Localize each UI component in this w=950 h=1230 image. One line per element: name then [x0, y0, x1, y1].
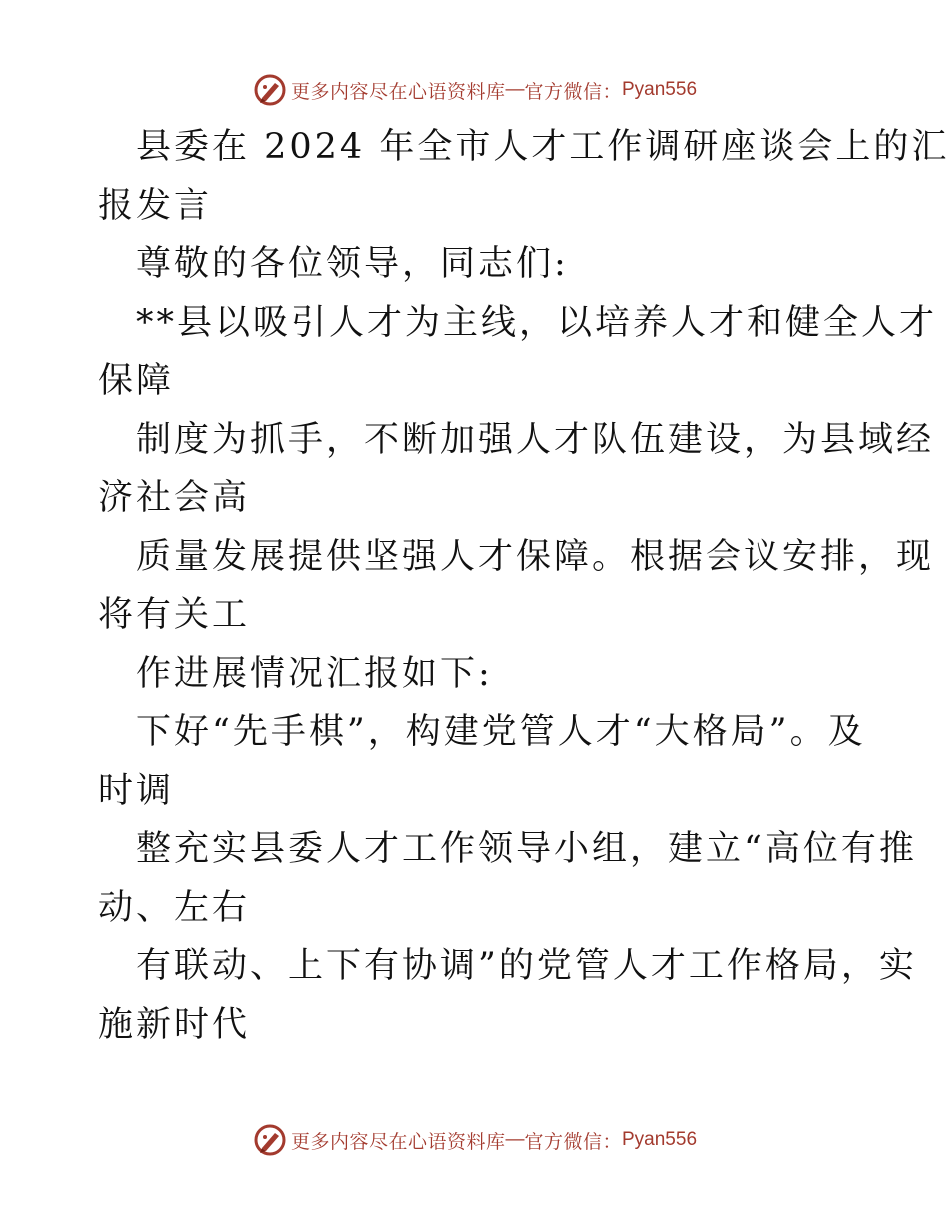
document-body [98, 118, 950, 1054]
watermark-text: 更多内容尽在心语资料库 [290, 1130, 506, 1153]
text-line: 动、左右 [98, 887, 251, 928]
text-line: 保障 [98, 361, 175, 401]
text-line: 县委在 2024 年全市人才工作调研座谈会上的汇 [136, 127, 950, 167]
text-line: 施新时代 [98, 1004, 251, 1045]
watermark-separator: — [505, 1129, 525, 1150]
text-line: 尊敬的各位领导，同志们: [136, 244, 569, 284]
text-line: 有联动、上下有协调”的党管人才工作格局，实 [136, 946, 917, 986]
pen-logo-icon [253, 73, 287, 107]
watermark-wechat-id: Pyan556 [622, 79, 698, 100]
watermark-text: 更多内容尽在心语资料库 [290, 80, 506, 103]
text-line: 将有关工 [98, 595, 251, 635]
header-watermark [0, 70, 950, 110]
watermark-separator: — [505, 79, 525, 100]
watermark-wechat-label: 官方微信： [524, 1130, 622, 1153]
footer-watermark [0, 1120, 950, 1160]
text-line: 作进展情况汇报如下: [136, 653, 493, 694]
text-line: 报发言 [98, 185, 213, 226]
text-line: **县以吸引人才为主线，以培养人才和健全人才 [136, 302, 938, 343]
text-line: 质量发展提供坚强人才保障。根据会议安排，现 [136, 536, 935, 577]
text-line: 制度为抓手，不断加强人才队伍建设，为县域经 [136, 419, 935, 460]
watermark-wechat-id: Pyan556 [622, 1129, 698, 1150]
text-line: 时调 [98, 770, 175, 811]
text-line: 济社会高 [98, 478, 251, 518]
text-line: 下好“先手棋”，构建党管人才“大格局”。及 [136, 712, 866, 752]
text-line: 整充实县委人才工作领导小组，建立“高位有推 [136, 829, 917, 869]
watermark-wechat-label: 官方微信： [524, 80, 622, 103]
pen-logo-icon [253, 1123, 287, 1157]
